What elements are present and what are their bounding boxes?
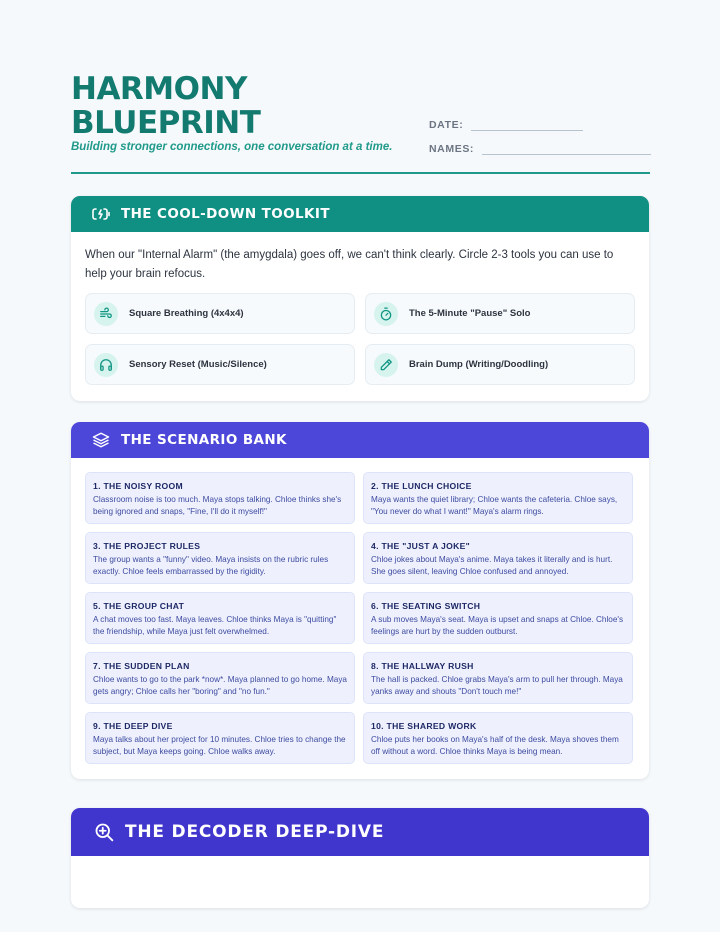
scenario-item[interactable] [85, 652, 355, 704]
scenario-header [71, 422, 649, 458]
scenario-item[interactable] [363, 592, 633, 644]
scenario-item-text: A chat moves too fast. Maya leaves. Chloe thinks Maya is "quitting" the friendship, while Maya just felt overwhelmed. [93, 615, 337, 636]
tagline: Building stronger connections, one conversation at a time. [71, 141, 393, 153]
scenario-item-text: Classroom noise is too much. Maya stops talking. Chloe thinks she's being ignored and snaps, "Fine, I'll do it myself!" [93, 495, 342, 516]
scenario-item[interactable] [363, 532, 633, 584]
scenario-item-title: 6. THE SEATING SWITCH [371, 601, 481, 611]
headphones-icon [94, 353, 118, 377]
date-label: DATE: [429, 119, 464, 131]
tool-square-breathing[interactable] [85, 293, 355, 334]
decoder-header [71, 808, 649, 856]
tool-sensory-reset[interactable] [85, 344, 355, 385]
scenario-title: THE SCENARIO BANK [121, 432, 287, 448]
tool-pause-solo[interactable] [365, 293, 635, 334]
scenario-item-title: 8. THE HALLWAY RUSH [371, 661, 474, 671]
toolkit-header [71, 196, 649, 232]
toolkit-card [71, 196, 649, 401]
scenario-item-text: Chloe jokes about Maya's anime. Maya takes it literally and is hurt. She goes silent, leaving Chloe confused and annoyed. [371, 555, 613, 576]
zoom-in-icon [93, 821, 115, 843]
tool-label: Square Breathing (4x4x4) [129, 308, 244, 319]
tool-label: The 5-Minute "Pause" Solo [409, 308, 531, 319]
toolkit-intro: When our "Internal Alarm" (the amygdala) goes off, we can't think clearly. Circle 2-3 tools you can use to help your brain refocus. [85, 249, 614, 280]
tool-label: Sensory Reset (Music/Silence) [129, 359, 267, 370]
scenario-item-title: 9. THE DEEP DIVE [93, 721, 173, 731]
layers-icon [91, 430, 111, 450]
scenario-item-title: 2. THE LUNCH CHOICE [371, 481, 472, 491]
scenario-item-title: 7. THE SUDDEN PLAN [93, 661, 190, 671]
names-field[interactable] [429, 143, 651, 155]
wind-icon [94, 302, 118, 326]
page-header [71, 72, 650, 174]
tool-brain-dump[interactable] [365, 344, 635, 385]
scenario-item[interactable] [363, 472, 633, 524]
scenario-item-text: Chloe wants to go to the park *now*. Maya planned to go home. Maya gets angry; Chloe calls her "boring" and "no fun." [93, 675, 347, 696]
scenario-item-text: Maya wants the quiet library; Chloe wants the cafeteria. Chloe says, "You never do what I want!" Maya's alarm rings. [371, 495, 618, 516]
timer-icon [374, 302, 398, 326]
decoder-title: THE DECODER DEEP-DIVE [125, 822, 385, 842]
tool-label: Brain Dump (Writing/Doodling) [409, 359, 549, 370]
date-line[interactable] [471, 119, 583, 131]
scenario-card [71, 422, 649, 779]
scenario-item-text: Maya talks about her project for 10 minutes. Chloe tries to change the subject, but Maya keeps going. Chloe walks away. [93, 735, 346, 756]
scenario-item[interactable] [85, 532, 355, 584]
scenario-item[interactable] [85, 472, 355, 524]
decoder-card [71, 808, 649, 908]
battery-charging-icon [91, 204, 111, 224]
scenario-item-title: 10. THE SHARED WORK [371, 721, 477, 731]
scenario-item-title: 3. THE PROJECT RULES [93, 541, 201, 551]
title-line-1: HARMONY [71, 71, 247, 107]
scenario-item[interactable] [363, 712, 633, 764]
scenario-item[interactable] [85, 712, 355, 764]
scenario-item-text: Chloe puts her books on Maya's half of the desk. Maya shoves them off without a word. Chloe thinks Maya is being mean. [371, 735, 619, 756]
scenario-item-title: 5. THE GROUP CHAT [93, 601, 185, 611]
scenario-item-text: A sub moves Maya's seat. Maya is upset and snaps at Chloe. Chloe's feelings are hurt by the sudden outburst. [371, 615, 624, 636]
scenario-item-title: 1. THE NOISY ROOM [93, 481, 183, 491]
date-field[interactable] [429, 119, 583, 131]
toolkit-title: THE COOL-DOWN TOOLKIT [121, 206, 330, 222]
scenario-item[interactable] [85, 592, 355, 644]
names-label: NAMES: [429, 143, 475, 155]
scenario-item-title: 4. THE "JUST A JOKE" [371, 541, 470, 551]
names-line[interactable] [482, 143, 651, 155]
title-line-2: BLUEPRINT [71, 105, 261, 141]
scenario-item[interactable] [363, 652, 633, 704]
pencil-icon [374, 353, 398, 377]
scenario-item-text: The group wants a "funny" video. Maya insists on the rubric rules exactly. Chloe feels embarrassed by the rigidity. [93, 555, 329, 576]
scenario-item-text: The hall is packed. Chloe grabs Maya's arm to pull her through. Maya yanks away and shouts "Don't touch me!" [371, 675, 623, 696]
